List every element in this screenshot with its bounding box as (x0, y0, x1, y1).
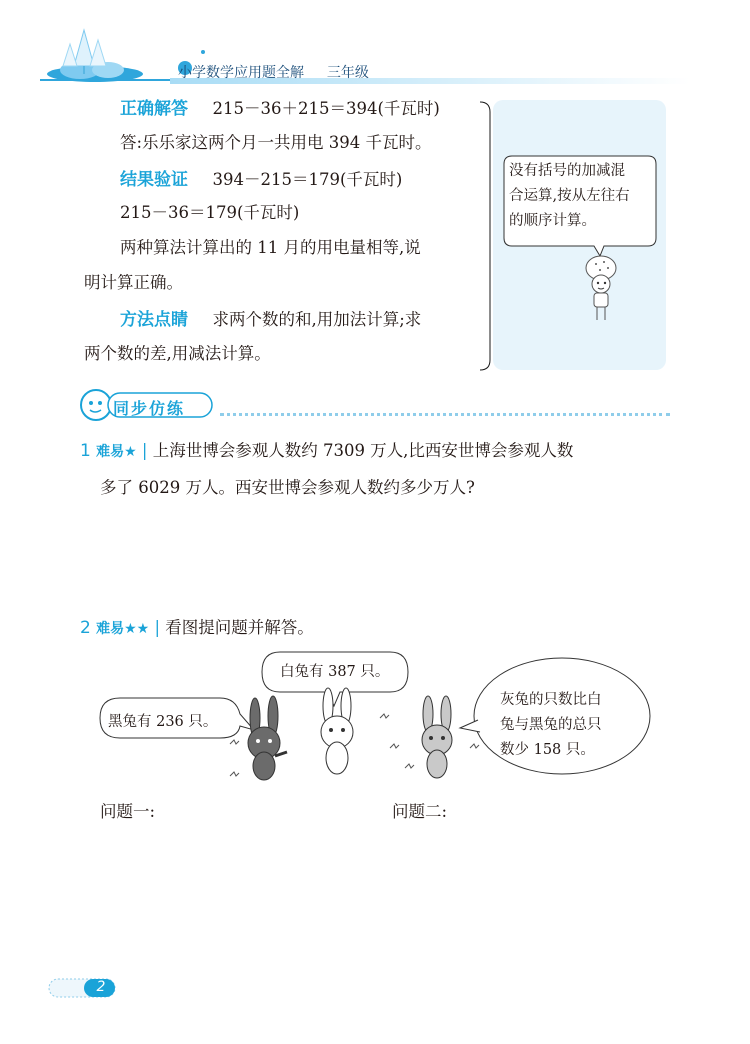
verify-line (120, 172, 402, 189)
gray-rabbit-icon (422, 696, 452, 778)
solution-bracket (478, 100, 492, 372)
verify-text-1: 两种算法计算出的 11 月的用电量相等,说 (120, 238, 421, 257)
cartoon-kid-icon (578, 254, 624, 324)
question-2 (80, 620, 314, 637)
difficulty-label: 难易 (96, 621, 125, 637)
gray-bubble-line: 兔与黑兔的总只 (500, 717, 602, 733)
section-title-char: 步 (131, 399, 150, 418)
verify-label: 结果验证 (120, 170, 188, 190)
section-divider (220, 413, 670, 416)
verify-expression-1: 394－215＝179(千瓦时) (212, 170, 403, 189)
tip-text (509, 159, 630, 234)
separator: | (154, 618, 160, 637)
page-number: 2 (96, 979, 106, 995)
question-2-number: 2 (80, 618, 91, 638)
question-one-label: 问题一: (100, 802, 156, 821)
difficulty-stars: ★ (124, 444, 137, 460)
gray-rabbit-bubble-text (500, 688, 602, 763)
method-label: 方法点睛 (120, 310, 188, 330)
gray-bubble-line: 灰兔的只数比白 (500, 692, 602, 708)
book-title: 小学数学应用题全解 (178, 65, 304, 81)
correct-answer-expression: 215－36＋215＝394(千瓦时) (212, 99, 440, 118)
black-rabbit-icon (248, 696, 287, 780)
method-line (120, 312, 421, 329)
question-1 (80, 443, 573, 460)
question-1-number: 1 (80, 441, 91, 461)
white-rabbit-bubble-text: 白兔有 387 只。 (280, 664, 390, 680)
separator: | (141, 441, 148, 460)
method-text-2: 两个数的差,用减法计算。 (84, 344, 271, 363)
header-decoration (0, 0, 750, 90)
method-text-1: 求两个数的和,用加法计算;求 (212, 310, 422, 329)
tip-line: 合运算,按从左往右 (509, 188, 630, 204)
correct-answer-label: 正确解答 (120, 99, 188, 119)
header-title (178, 62, 369, 82)
answer-statement: 答:乐乐家这两个月一共用电 394 千瓦时。 (120, 133, 432, 152)
section-title (113, 396, 185, 419)
section-title-char: 仿 (149, 399, 168, 418)
correct-answer-line (120, 101, 440, 118)
tip-line: 的顺序计算。 (509, 213, 596, 229)
gray-bubble-line: 数少 158 只。 (500, 742, 595, 758)
white-rabbit-icon (321, 688, 353, 774)
tree-logo-icon (47, 30, 143, 82)
tip-line: 没有括号的加减混 (509, 163, 625, 179)
section-title-char: 同 (113, 399, 132, 418)
question-1-text-2: 多了 6029 万人。西安世博会参观人数约多少万人? (100, 478, 475, 497)
question-1-text-1: 上海世博会参观人数约 7309 万人,比西安世博会参观人数 (152, 441, 574, 460)
black-rabbit-bubble-text: 黑兔有 236 只。 (108, 714, 218, 730)
grade-label: 三年级 (326, 65, 369, 81)
verify-text-2: 明计算正确。 (84, 273, 183, 292)
difficulty-stars: ★★ (124, 621, 150, 637)
question-2-text: 看图提问题并解答。 (165, 618, 314, 637)
difficulty-label: 难易 (96, 444, 125, 460)
section-title-char: 练 (167, 399, 186, 418)
question-two-label: 问题二: (392, 802, 448, 821)
verify-expression-2: 215－36＝179(千瓦时) (120, 203, 300, 222)
